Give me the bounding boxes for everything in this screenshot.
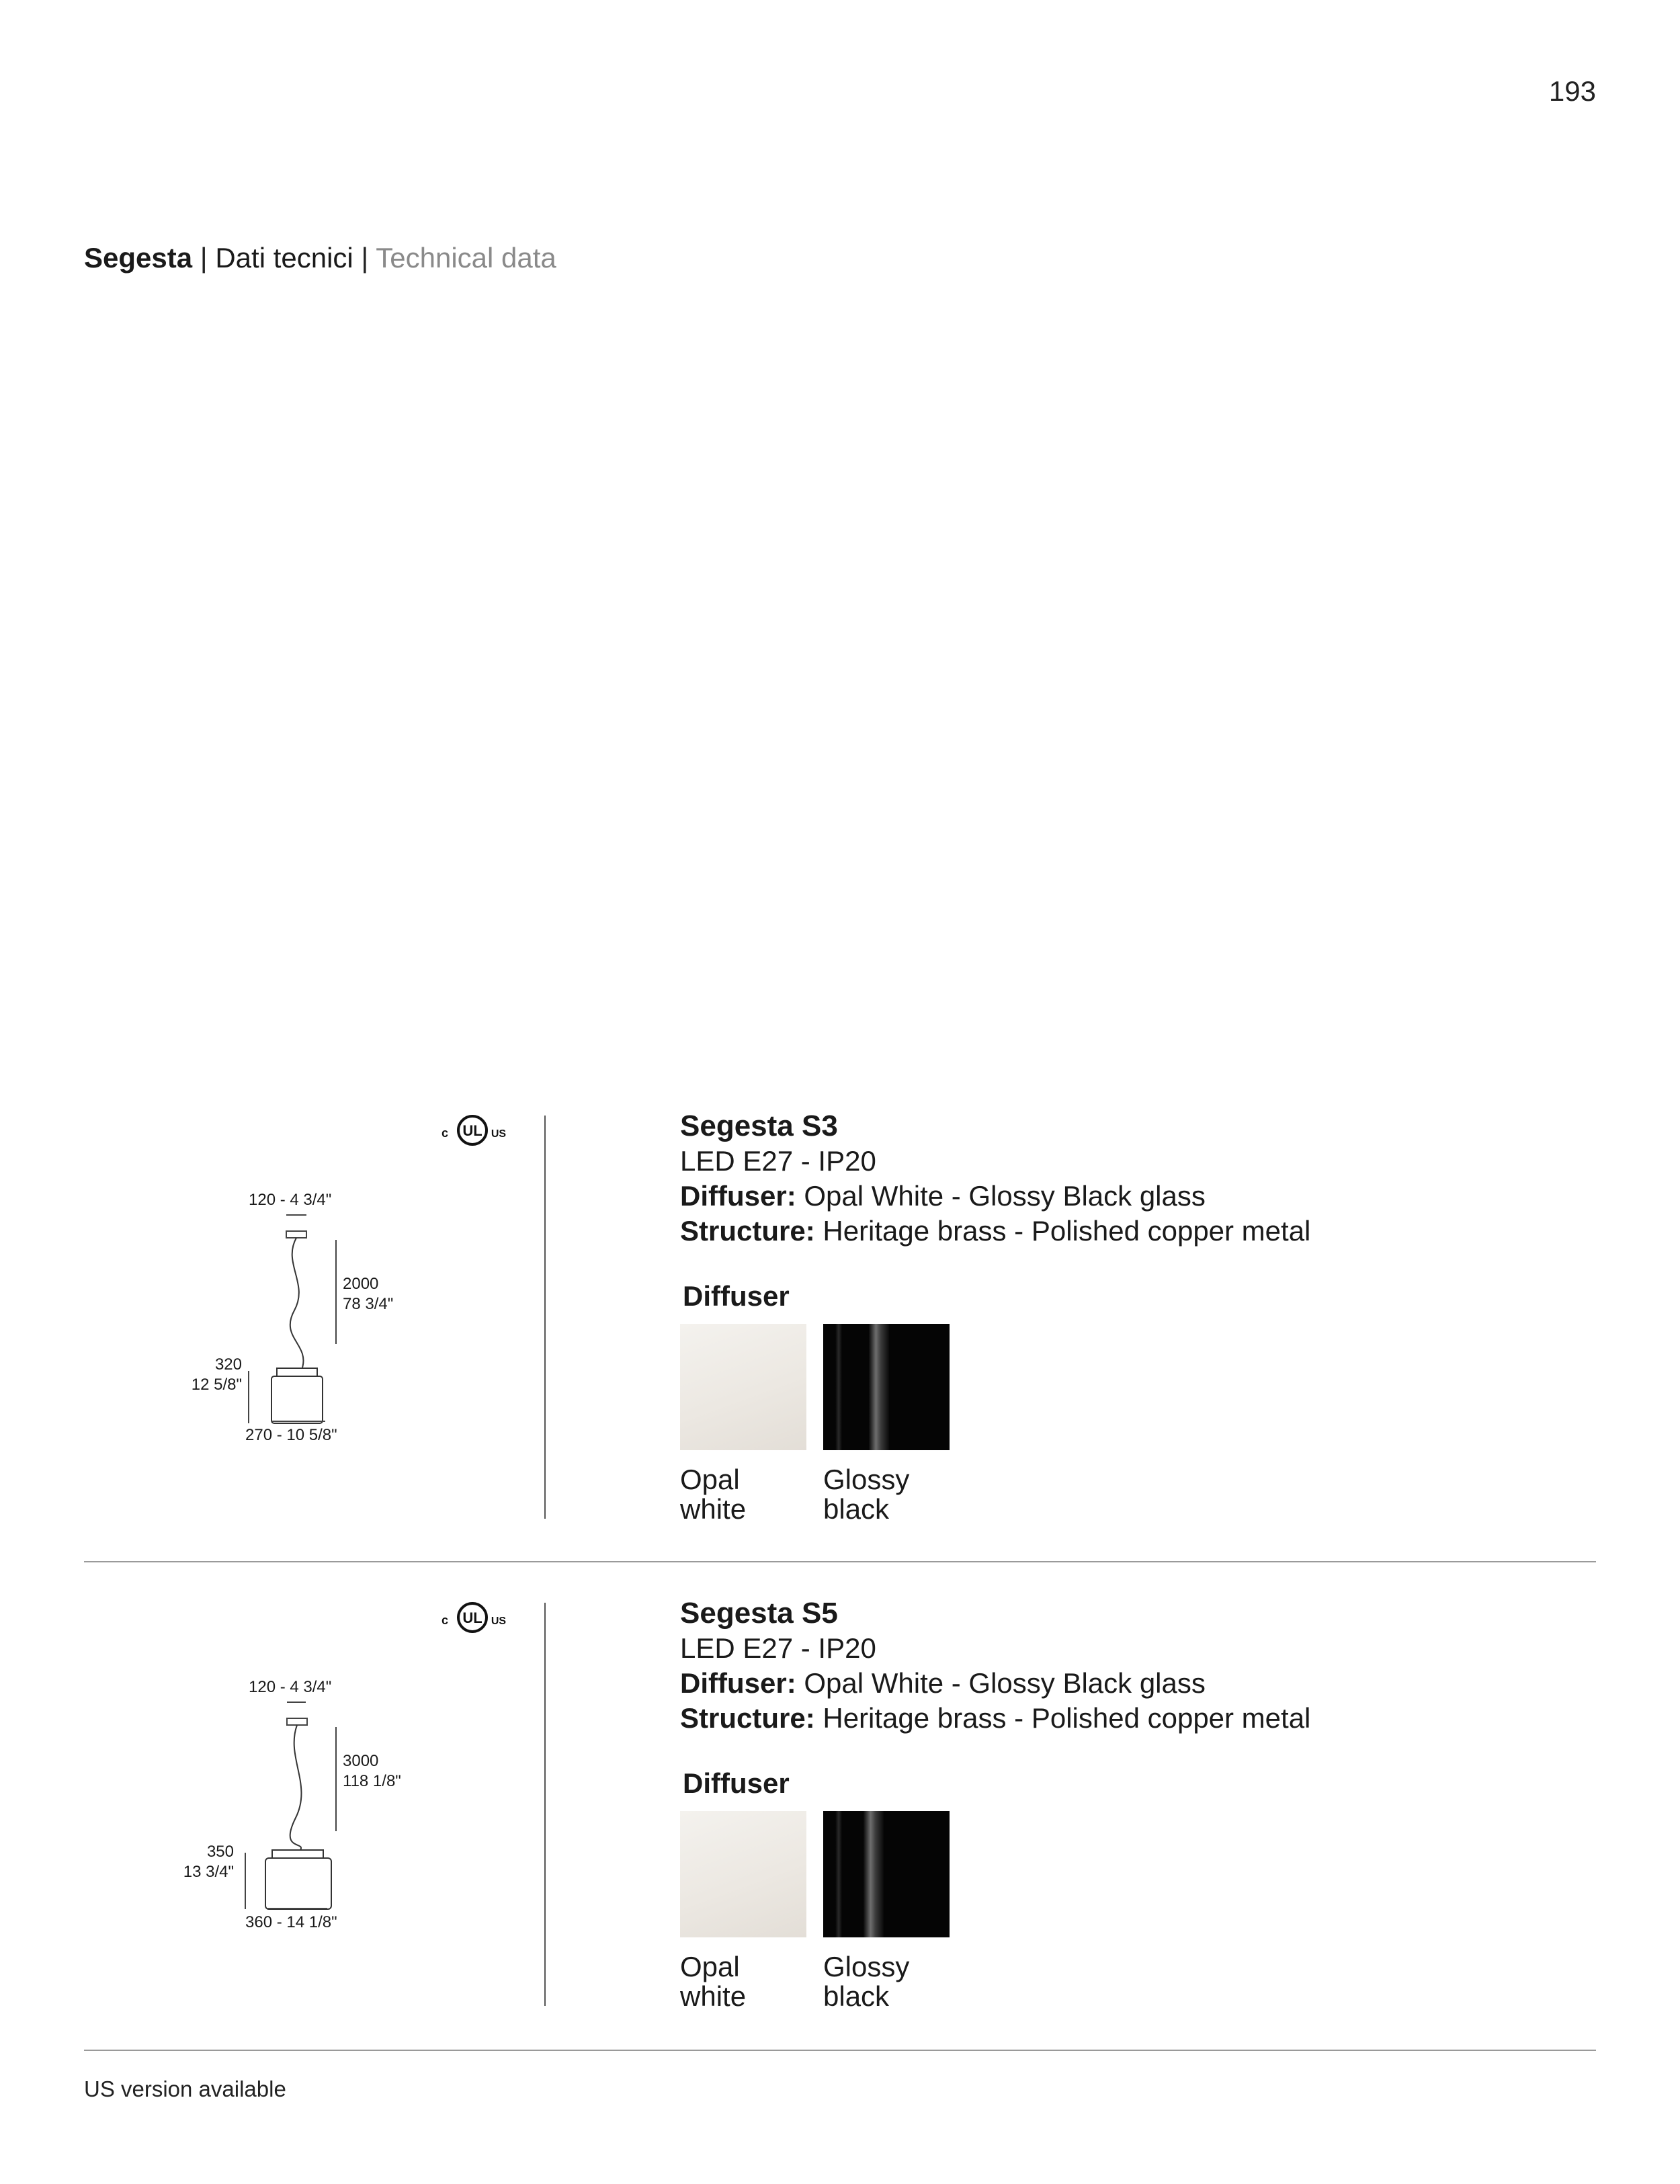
lamp-drawing-s5 — [239, 1697, 373, 1912]
cert-right-text: US — [491, 1128, 507, 1140]
title-separator: | — [353, 242, 376, 274]
swatch-label-line: Opal — [680, 1464, 740, 1495]
product-info-s5 — [680, 1596, 1310, 1736]
bottom-dim-line — [269, 1418, 329, 1425]
bottom-dim-line — [265, 1905, 333, 1912]
product-diffuser-line — [680, 1666, 1310, 1701]
dim-cable-mm: 2000 — [343, 1275, 379, 1293]
swatch-label-line: black — [823, 1493, 890, 1525]
swatch-glossy-black — [823, 1324, 950, 1450]
cert-left-text: c — [441, 1126, 449, 1140]
dim-top-width: 120 - 4 3/4" — [249, 1678, 332, 1696]
cert-center-text: UL — [462, 1122, 482, 1139]
product-section-s3 — [0, 1102, 1680, 1539]
structure-label: Structure: — [680, 1702, 815, 1734]
dim-bottom-width: 270 - 10 5/8" — [245, 1426, 337, 1444]
dim-cable-in: 78 3/4" — [343, 1295, 394, 1313]
section-divider — [84, 1561, 1596, 1562]
structure-value: Heritage brass - Polished copper metal — [814, 1215, 1311, 1247]
column-divider — [544, 1116, 546, 1519]
product-section-s5 — [0, 1589, 1680, 2026]
swatch-opal-white — [680, 1324, 806, 1450]
swatch-label-line: Opal — [680, 1951, 740, 1982]
page-number: 193 — [1548, 75, 1596, 107]
product-title: Segesta S5 — [680, 1597, 838, 1630]
dim-cable-in: 118 1/8" — [343, 1772, 401, 1790]
swatch-label-line: white — [680, 1493, 747, 1525]
title-english: Technical data — [376, 242, 556, 274]
column-divider — [544, 1603, 546, 2006]
swatch-label-opal-white — [680, 1465, 746, 1524]
title-italian: Dati tecnici — [215, 242, 353, 274]
title-brand: Segesta — [84, 242, 193, 274]
cert-center-text: UL — [462, 1609, 482, 1626]
cert-right-text: US — [491, 1615, 507, 1627]
swatch-label-glossy-black — [823, 1465, 909, 1524]
swatch-opal-white — [680, 1811, 806, 1937]
swatch-label-line: black — [823, 1980, 890, 2012]
footer-note: US version available — [84, 2076, 286, 2101]
dim-top-width: 120 - 4 3/4" — [249, 1191, 332, 1209]
section-divider — [84, 2050, 1596, 2051]
diffuser-value: Opal White - Glossy Black glass — [796, 1667, 1206, 1699]
dim-cable-mm: 3000 — [343, 1752, 379, 1770]
diffuser-value: Opal White - Glossy Black glass — [796, 1180, 1206, 1212]
page-title — [84, 242, 556, 274]
title-separator: | — [192, 242, 216, 274]
dim-height-in: 13 3/4" — [183, 1863, 234, 1881]
dim-height-in: 12 5/8" — [191, 1376, 242, 1394]
dim-height-mm: 350 — [206, 1843, 234, 1861]
diffuser-heading: Diffuser — [683, 1280, 790, 1312]
cert-left-text: c — [441, 1613, 449, 1627]
swatch-label-opal-white — [680, 1952, 746, 2011]
product-structure-line — [680, 1214, 1310, 1249]
structure-label: Structure: — [680, 1215, 815, 1247]
dim-height-mm: 320 — [214, 1355, 242, 1374]
lamp-drawing-s3 — [242, 1210, 379, 1425]
cul-us-icon — [435, 1597, 509, 1638]
product-spec: LED E27 - IP20 — [680, 1632, 876, 1664]
product-info-s3 — [680, 1109, 1310, 1249]
product-spec: LED E27 - IP20 — [680, 1145, 876, 1177]
dim-bottom-width: 360 - 14 1/8" — [245, 1913, 337, 1931]
cul-us-icon — [435, 1110, 509, 1150]
diffuser-label: Diffuser: — [680, 1180, 796, 1212]
swatch-label-line: white — [680, 1980, 747, 2012]
product-title: Segesta S3 — [680, 1109, 838, 1142]
swatch-label-line: Glossy — [823, 1951, 910, 1982]
swatch-label-glossy-black — [823, 1952, 909, 2011]
diffuser-heading: Diffuser — [683, 1767, 790, 1799]
structure-value: Heritage brass - Polished copper metal — [814, 1702, 1311, 1734]
swatch-label-line: Glossy — [823, 1464, 910, 1495]
diffuser-label: Diffuser: — [680, 1667, 796, 1699]
product-diffuser-line — [680, 1179, 1310, 1214]
product-structure-line — [680, 1701, 1310, 1736]
swatch-glossy-black — [823, 1811, 950, 1937]
